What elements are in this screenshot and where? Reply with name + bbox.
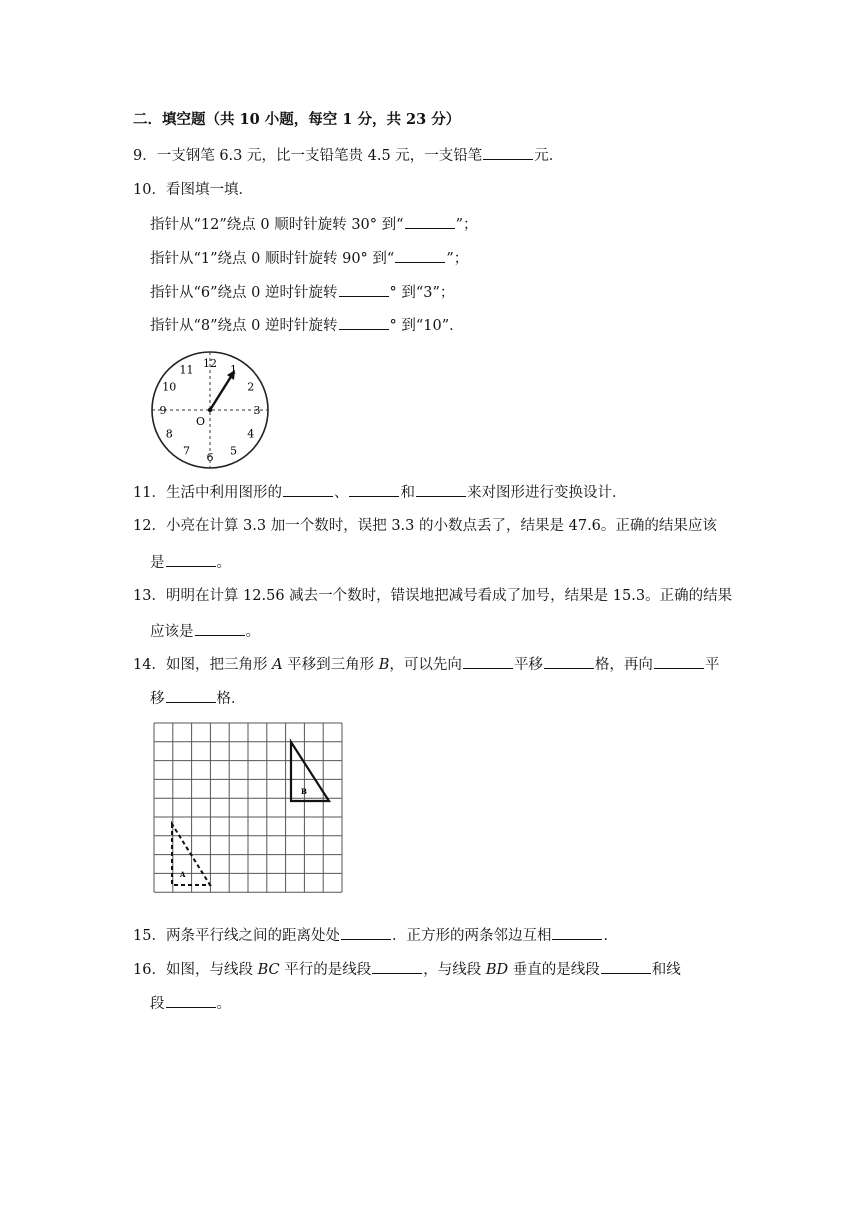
clock-number-2: 2	[247, 380, 255, 394]
question-13-line-2	[150, 621, 260, 642]
q15-tail: ．	[603, 928, 618, 944]
question-9	[133, 145, 563, 166]
question-12-line-2	[150, 552, 231, 573]
q14-blank-2[interactable]	[544, 654, 594, 669]
q12-blank[interactable]	[166, 552, 216, 567]
q14-blank-3[interactable]	[654, 654, 704, 669]
q15-blank-1[interactable]	[341, 925, 391, 940]
q11-sep-2: 和	[400, 485, 415, 501]
clock-number-1: 1	[230, 363, 237, 377]
q13-tail: 。	[245, 624, 260, 640]
q10-head-text: 10．看图填一填．	[133, 182, 253, 198]
question-10-head	[133, 180, 253, 200]
q16-text-3: ，与线段	[423, 962, 486, 978]
q16-segment-bc: BC	[257, 962, 280, 978]
q16-text-6: 段	[150, 996, 165, 1012]
q14-text-6: 平	[704, 657, 720, 673]
q15-blank-2[interactable]	[552, 925, 602, 940]
q14-blank-4[interactable]	[166, 688, 216, 703]
q14-text-4: 平移	[513, 657, 543, 673]
question-14-line-2	[150, 688, 246, 709]
clock-number-9: 9	[159, 404, 167, 417]
clock-number-6: 6	[206, 451, 214, 464]
question-12-line-1	[133, 516, 717, 536]
q14-text-5: 格，再向	[594, 657, 653, 673]
q16-text-4: 垂直的是线段	[508, 962, 600, 978]
question-10-line-4	[150, 315, 464, 336]
q10-l2-tail: ”；	[446, 251, 469, 267]
q11-text: 11．生活中利用图形的	[133, 485, 282, 501]
triangle-a-label: A	[180, 870, 186, 879]
q10-l3-blank[interactable]	[339, 282, 389, 297]
q12-text: 12．小亮在计算 3.3 加一个数时，误把 3.3 的小数点丢了，结果是 47.6。正确的结果应该	[133, 518, 717, 534]
clock-number-11: 11	[179, 363, 194, 377]
question-10-line-2	[150, 248, 468, 269]
clock-figure	[148, 348, 272, 472]
q16-segment-bd: BD	[485, 962, 509, 978]
q11-tail: 来对图形进行变换设计．	[466, 485, 627, 501]
q14-text-7: 移	[150, 691, 165, 707]
question-16-line-1	[133, 959, 681, 980]
q16-blank-3[interactable]	[166, 993, 216, 1008]
q11-sep-1: 、	[333, 485, 349, 501]
q10-l2-blank[interactable]	[395, 248, 445, 263]
q9-unit: 元．	[534, 148, 564, 164]
q9-blank[interactable]	[483, 145, 533, 160]
q14-text-3: ，可以先向	[389, 657, 462, 673]
q16-blank-2[interactable]	[601, 959, 651, 974]
q14-text-1: 14．如图，把三角形	[133, 657, 273, 673]
question-11	[133, 482, 626, 503]
clock-number-10: 10	[162, 380, 177, 394]
q16-blank-1[interactable]	[372, 959, 422, 974]
q13-blank[interactable]	[195, 621, 245, 636]
q10-l4-blank[interactable]	[339, 315, 389, 330]
question-10-line-1	[150, 214, 477, 235]
clock-number-5: 5	[230, 444, 237, 458]
clock-hand	[210, 375, 232, 410]
clock-center-dot	[208, 408, 212, 412]
q13-text: 13．明明在计算 12.56 减去一个数时，错误地把减号看成了加号，结果是 15.3。正确的结果	[133, 588, 733, 604]
q12-text-2: 是	[150, 555, 165, 571]
clock-number-8: 8	[165, 427, 173, 441]
q14-triangle-b-ref: B	[378, 657, 390, 673]
question-13-line-1	[133, 586, 732, 606]
q16-text-1: 16．如图，与线段	[133, 962, 258, 978]
clock-center-label: O	[196, 415, 206, 428]
q10-l1-blank[interactable]	[405, 214, 455, 229]
q10-l1-tail: ”；	[455, 217, 478, 233]
question-14-line-1	[133, 654, 719, 675]
q14-blank-1[interactable]	[463, 654, 513, 669]
q11-blank-2[interactable]	[349, 482, 399, 497]
q13-text-2: 应该是	[150, 624, 194, 640]
clock-number-4: 4	[247, 427, 255, 441]
q11-blank-1[interactable]	[283, 482, 333, 497]
triangle-b-label: B	[301, 787, 307, 796]
grid-figure	[150, 719, 356, 909]
grid-lines	[154, 723, 342, 892]
q15-text-2: ．正方形的两条邻边互相	[391, 928, 552, 944]
q10-l2-text: 指针从“1”绕点 0 顺时针旋转 90° 到“	[150, 251, 395, 267]
q14-text-8: 格．	[216, 691, 246, 707]
q16-tail: 。	[216, 996, 231, 1012]
clock-number-12: 12	[203, 357, 217, 370]
q9-text: 9．一支钢笔 6.3 元，比一支铅笔贵 4.5 元，一支铅笔	[133, 148, 483, 164]
question-10-line-3	[150, 282, 454, 303]
q15-text-1: 15．两条平行线之间的距离处处	[133, 928, 340, 944]
q14-triangle-a-ref: A	[272, 657, 283, 673]
q10-l4-tail: ° 到“10”．	[389, 318, 464, 334]
q16-text-5: 和线	[651, 962, 681, 978]
question-15	[133, 925, 618, 946]
q10-l3-tail: ° 到“3”；	[389, 285, 455, 301]
q10-l4-text: 指针从“8”绕点 0 逆时针旋转	[150, 318, 338, 334]
q10-l1-text: 指针从“12”绕点 0 顺时针旋转 30° 到“	[150, 217, 404, 233]
section-title	[133, 110, 460, 130]
q12-tail: 。	[216, 555, 231, 571]
section-title-text: 二．填空题（共 10 小题，每空 1 分，共 23 分）	[133, 111, 461, 128]
q10-l3-text: 指针从“6”绕点 0 逆时针旋转	[150, 285, 338, 301]
clock-number-7: 7	[183, 444, 190, 458]
q16-text-2: 平行的是线段	[279, 962, 372, 978]
q11-blank-3[interactable]	[416, 482, 466, 497]
clock-number-3: 3	[253, 404, 261, 417]
question-16-line-2	[150, 993, 231, 1014]
q14-text-2: 平移到三角形	[282, 657, 379, 673]
